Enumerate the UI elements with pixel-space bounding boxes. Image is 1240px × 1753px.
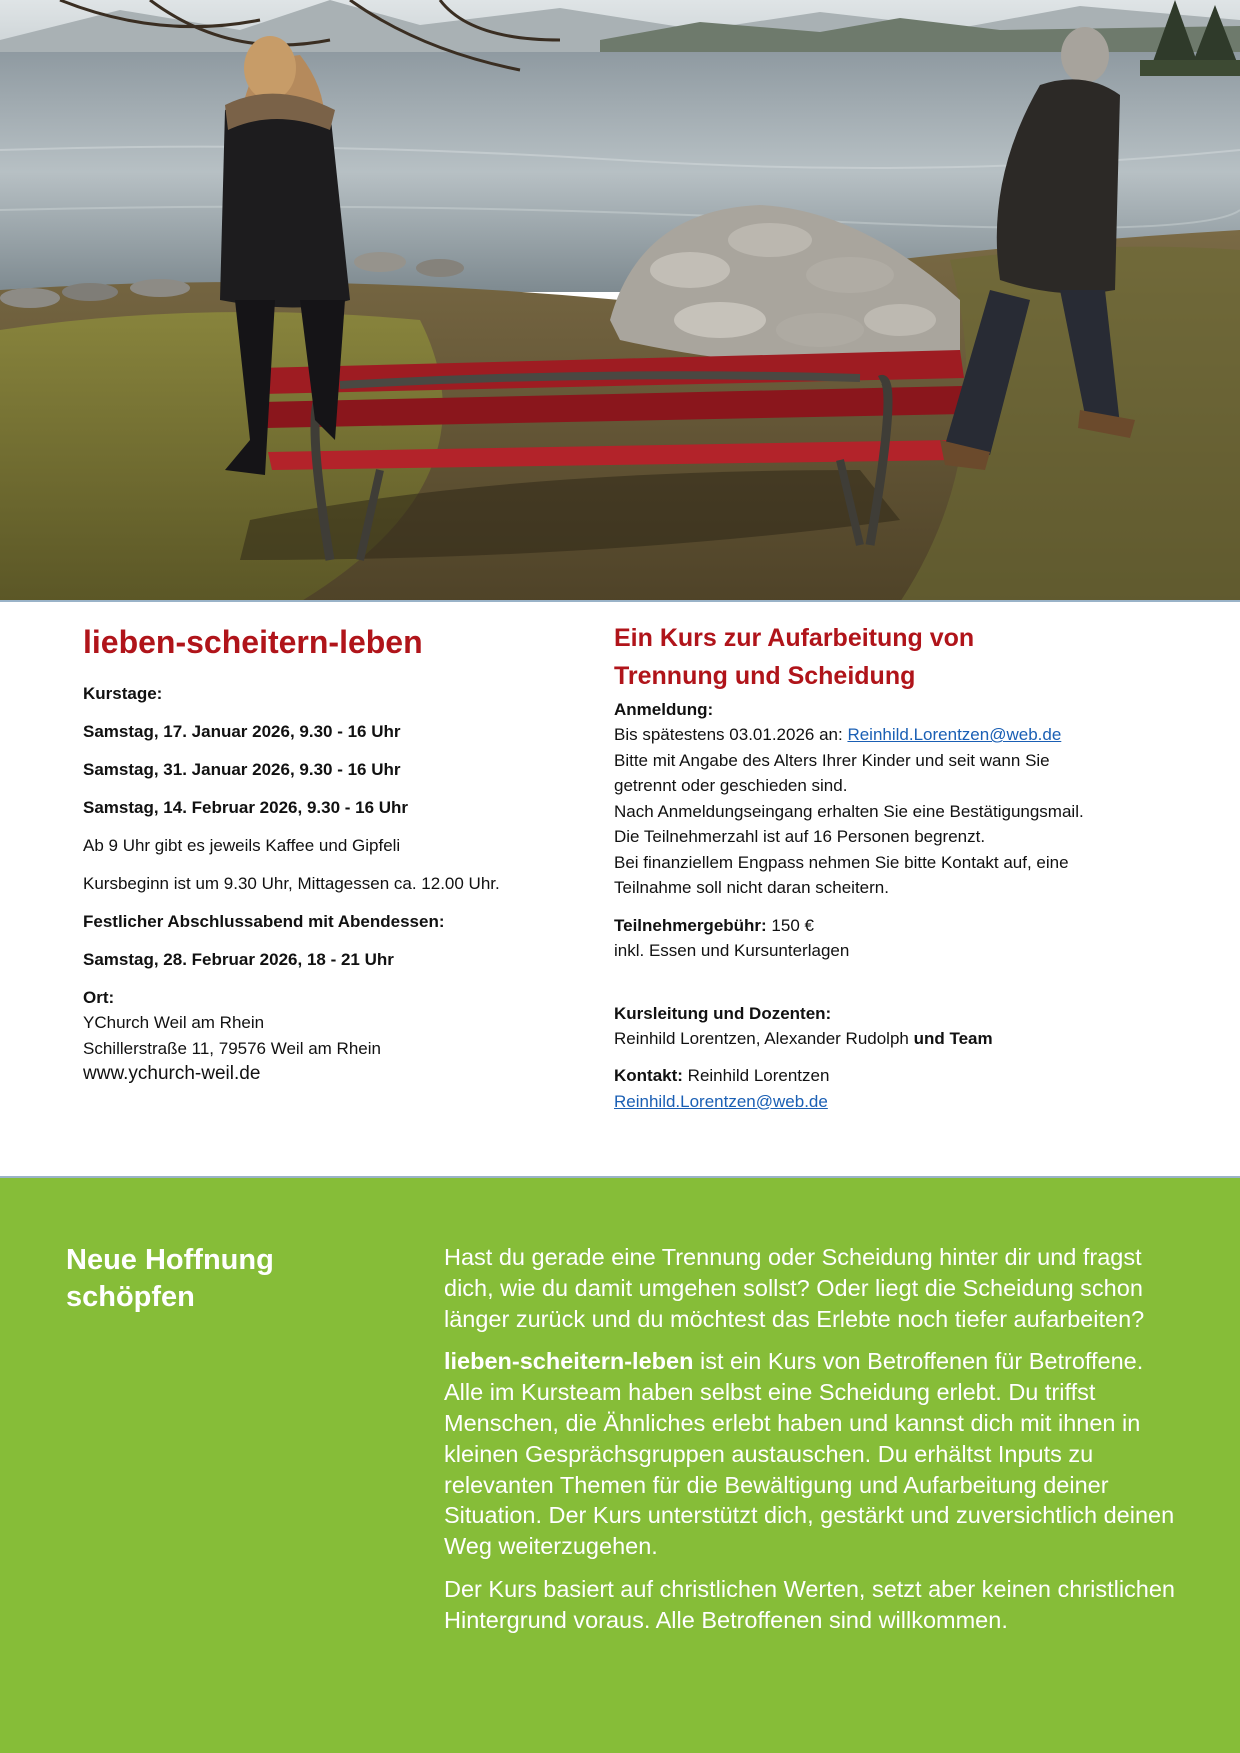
anmeldung-prefix: Bis spätestens 03.01.2026 an: <box>614 725 848 744</box>
course-date-1: Samstag, 17. Januar 2026, 9.30 - 16 Uhr <box>83 722 401 741</box>
registration-email-link[interactable]: Reinhild.Lorentzen@web.de <box>847 725 1062 744</box>
coffee-note: Ab 9 Uhr gibt es jeweils Kaffee und Gipfeli <box>83 836 401 855</box>
kurstage-label: Kurstage: <box>83 684 163 703</box>
anmeldung-line-2: getrennt oder geschieden sind. <box>614 776 848 795</box>
course-date-3: Samstag, 14. Februar 2026, 9.30 - 16 Uhr <box>83 798 409 817</box>
ort-label: Ort: <box>83 988 115 1007</box>
ort-line-1: YChurch Weil am Rhein <box>83 1013 265 1032</box>
start-note: Kursbeginn ist um 9.30 Uhr, Mittagessen ca. 12.00 Uhr. <box>83 874 500 893</box>
subtitle-line-1: Ein Kurs zur Aufarbeitung von <box>614 624 975 652</box>
hope-paragraph-3: Der Kurs basiert auf christlichen Werten, setzt aber keinen christlichen Hintergrund voraus. Alle Betroffenen sind willkommen. <box>444 1575 1176 1633</box>
final-evening-label: Festlicher Abschlussabend mit Abendessen: <box>83 912 445 931</box>
contact-name: Reinhild Lorentzen <box>682 1066 830 1085</box>
fee-line <box>614 913 1174 939</box>
registration-column <box>614 620 1174 1114</box>
anmeldung-line-5: Bei finanziellem Engpass nehmen Sie bitte Kontakt auf, eine <box>614 852 1069 872</box>
hope-body <box>444 1242 1184 1648</box>
anmeldung-line-1: Bitte mit Angabe des Alters Ihrer Kinder und seit wann Sie <box>614 750 1050 770</box>
course-date-2: Samstag, 31. Januar 2026, 9.30 - 16 Uhr <box>83 760 401 779</box>
hero-photo <box>0 0 1240 602</box>
hope-heading-line-1: Neue Hoffnung <box>66 1244 274 1276</box>
hope-section <box>0 1176 1240 1753</box>
ort-line-2: Schillerstraße 11, 79576 Weil am Rhein <box>83 1038 381 1058</box>
lead-team: und Team <box>913 1028 993 1048</box>
hope-paragraph-2-text: ist ein Kurs von Betroffenen für Betroffene. Alle im Kursteam haben selbst eine Scheidung erlebt. Du triffst Menschen, die Ähnliches erlebt haben und kannst dich mit ihnen in kleinen Gesprächsgruppen austauschen. Du erhältst Inputs zu relevanten Themen für die Bewältigung und Aufarbeitung deiner Situation. Der Kurs unterstützt dich, gestärkt und zuversichtlich deinen Weg weiterzugehen. <box>444 1348 1175 1560</box>
contact-label: Kontakt: <box>614 1066 683 1085</box>
lead-label: Kursleitung und Dozenten: <box>614 1003 832 1023</box>
lead-names: Reinhild Lorentzen, Alexander Rudolph <box>614 1028 914 1048</box>
course-name-strong: lieben-scheitern-leben <box>444 1348 694 1375</box>
anmeldung-line-3: Nach Anmeldungseingang erhalten Sie eine Bestätigungsmail. <box>614 801 1084 821</box>
final-evening-date: Samstag, 28. Februar 2026, 18 - 21 Uhr <box>83 950 394 969</box>
course-schedule-column <box>83 622 583 1087</box>
lead-line <box>614 1026 1174 1052</box>
hope-heading <box>66 1242 386 1316</box>
hope-paragraph-2 <box>444 1346 1184 1562</box>
anmeldung-label: Anmeldung: <box>614 700 714 719</box>
fee-note: inkl. Essen und Kursunterlagen <box>614 941 850 960</box>
hope-heading-line-2: schöpfen <box>66 1281 195 1313</box>
fee-label: Teilnehmergebühr: <box>614 915 767 935</box>
lakeside-bench-illustration <box>0 0 1240 602</box>
website-link[interactable]: www.ychurch-weil.de <box>83 1063 261 1084</box>
contact-line <box>614 1063 1174 1089</box>
anmeldung-line-4: Die Teilnehmerzahl ist auf 16 Personen begrenzt. <box>614 827 986 846</box>
subtitle-line-2: Trennung und Scheidung <box>614 662 916 690</box>
course-info-section <box>0 604 1240 1176</box>
anmeldung-line-6: Teilnahme soll nicht daran scheitern. <box>614 878 889 897</box>
contact-email-link[interactable]: Reinhild.Lorentzen@web.de <box>614 1091 828 1111</box>
hope-paragraph-1: Hast du gerade eine Trennung oder Scheidung hinter dir und fragst dich, wie du damit umgehen sollst? Oder liegt die Scheidung schon länger zurück und du möchtest das Erlebte noch tiefer aufarbeiten? <box>444 1244 1145 1332</box>
fee-value: 150 € <box>766 915 814 935</box>
course-title: lieben-scheitern-leben <box>83 624 423 660</box>
anmeldung-deadline <box>614 722 1174 748</box>
